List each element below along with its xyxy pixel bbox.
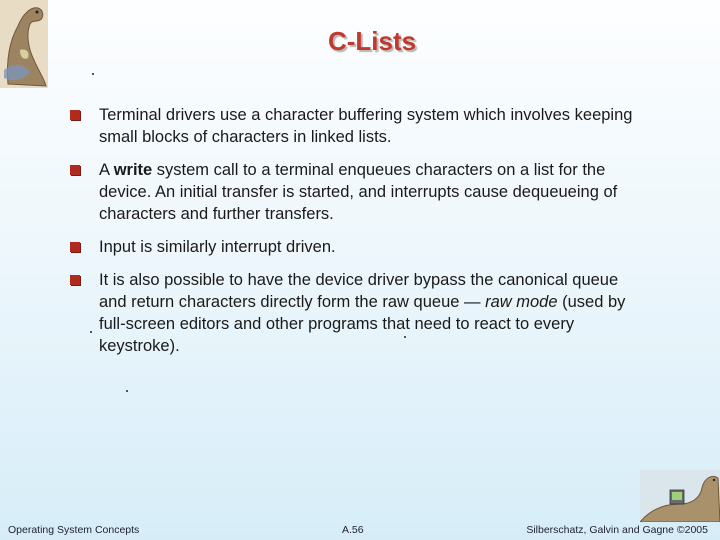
dinosaur-logo-icon xyxy=(640,470,720,522)
bullet-text: Input is similarly interrupt driven. xyxy=(99,238,336,256)
bullet-text: Terminal drivers use a character buffering system which involves keeping small blocks of characters in linked lists. xyxy=(99,106,633,146)
footer-copyright: Silberschatz, Galvin and Gagne ©2005 xyxy=(526,524,708,536)
bullet-item xyxy=(70,236,640,258)
square-bullet-icon xyxy=(70,275,80,285)
square-bullet-icon xyxy=(70,110,80,120)
bullet-item xyxy=(70,159,640,225)
slide-title: C-Lists xyxy=(327,26,417,56)
speck xyxy=(126,390,128,392)
keyword-write: write xyxy=(113,161,153,179)
square-bullet-icon xyxy=(70,165,80,175)
bullet-text: A write system call to a terminal enqueues characters on a list for the device. An initial transfer is started, and interrupts cause dequeueing of characters and further transfers. xyxy=(99,161,618,223)
bullet-item xyxy=(70,104,640,148)
square-bullet-icon xyxy=(70,242,80,252)
footer-page-number: A.56 xyxy=(342,524,364,536)
bullet-text: It is also possible to have the device driver bypass the canonical queue and return characters directly form the raw queue — raw mode (used by full-screen editors and other programs that need to react to every keystroke). xyxy=(99,271,626,355)
speck xyxy=(92,73,94,75)
term-raw-mode: raw mode xyxy=(485,293,558,311)
bullet-list xyxy=(70,104,640,368)
bullet-item xyxy=(70,269,640,357)
footer-book-title: Operating System Concepts xyxy=(8,524,140,536)
